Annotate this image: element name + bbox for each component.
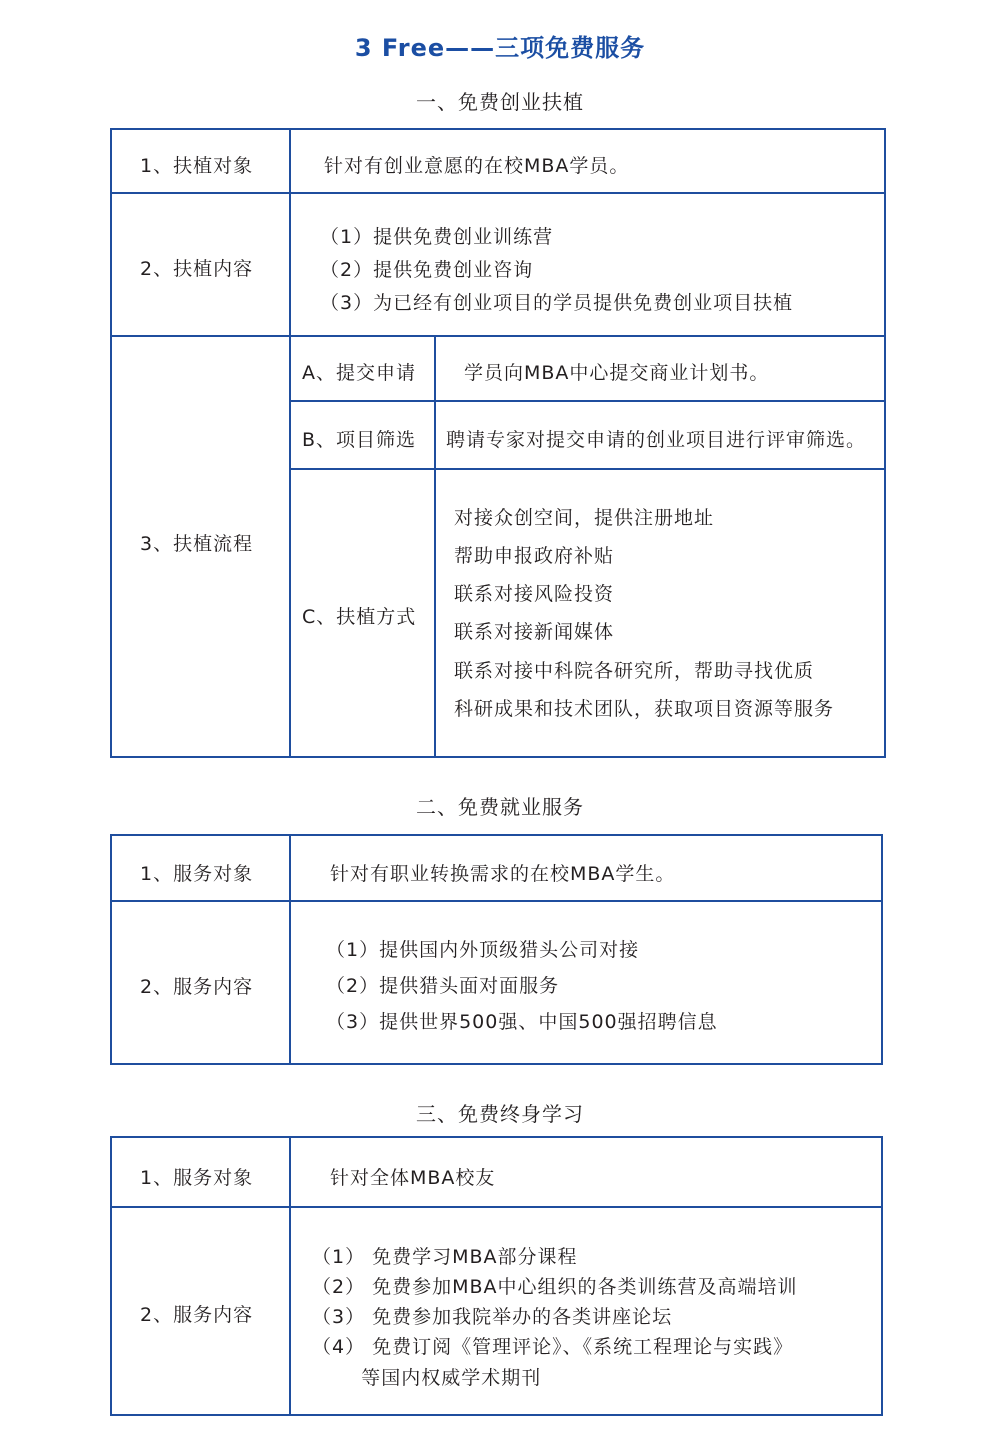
row-label-target: 1、服务对象 [140,863,254,885]
page-title: 3 Free——三项免费服务 [354,34,646,62]
sub-label-screening: B、项目筛选 [302,429,417,451]
list-item: （3）提供世界500强、中国500强招聘信息 [326,1011,718,1033]
list-item: 对接众创空间，提供注册地址 [454,507,715,529]
employment-table [110,834,883,1065]
sub-text-apply: 学员向MBA中心提交商业计划书。 [464,362,770,384]
section-heading-entrepreneurship: 一、免费创业扶植 [416,90,584,114]
row-text-target: 针对有创业意愿的在校MBA学员。 [324,155,630,177]
sub-label-apply: A、提交申请 [302,362,416,384]
list-item: （4） 免费订阅《管理评论》、《系统工程理论与实践》 [312,1336,794,1358]
row-label-target: 1、服务对象 [140,1167,254,1189]
list-item: （1）提供免费创业训练营 [320,226,554,248]
entrepreneurship-table [110,128,886,758]
list-item: 联系对接新闻媒体 [454,621,615,643]
row-label-process: 3、扶植流程 [140,533,254,555]
list-item: 联系对接中科院各研究所，帮助寻找优质 [454,660,815,682]
list-item: （1）提供国内外顶级猎头公司对接 [326,939,640,961]
list-item: （2）提供猎头面对面服务 [326,975,560,997]
row-label-target: 1、扶植对象 [140,155,254,177]
sub-label-method: C、扶植方式 [302,606,417,628]
list-item: （3）为已经有创业项目的学员提供免费创业项目扶植 [320,292,794,314]
section-heading-employment: 二、免费就业服务 [416,795,584,819]
list-item: 帮助申报政府补贴 [454,545,615,567]
list-item: 联系对接风险投资 [454,583,615,605]
list-item: （1） 免费学习MBA部分课程 [312,1246,578,1268]
list-item: （2） 免费参加MBA中心组织的各类训练营及高端培训 [312,1276,798,1298]
learning-table [110,1136,883,1416]
row-label-content: 2、扶植内容 [140,258,254,280]
list-item: 等国内权威学术期刊 [312,1367,542,1389]
section-heading-lifelong-learning: 三、免费终身学习 [416,1102,584,1126]
row-text-target: 针对全体MBA校友 [330,1167,496,1189]
sub-text-screening: 聘请专家对提交申请的创业项目进行评审筛选。 [446,429,867,451]
row-label-content: 2、服务内容 [140,976,254,998]
list-item: （2）提供免费创业咨询 [320,259,534,281]
row-text-target: 针对有职业转换需求的在校MBA学生。 [330,863,676,885]
list-item: 科研成果和技术团队，获取项目资源等服务 [454,698,835,720]
list-item: （3） 免费参加我院举办的各类讲座论坛 [312,1306,673,1328]
row-label-content: 2、服务内容 [140,1304,254,1326]
